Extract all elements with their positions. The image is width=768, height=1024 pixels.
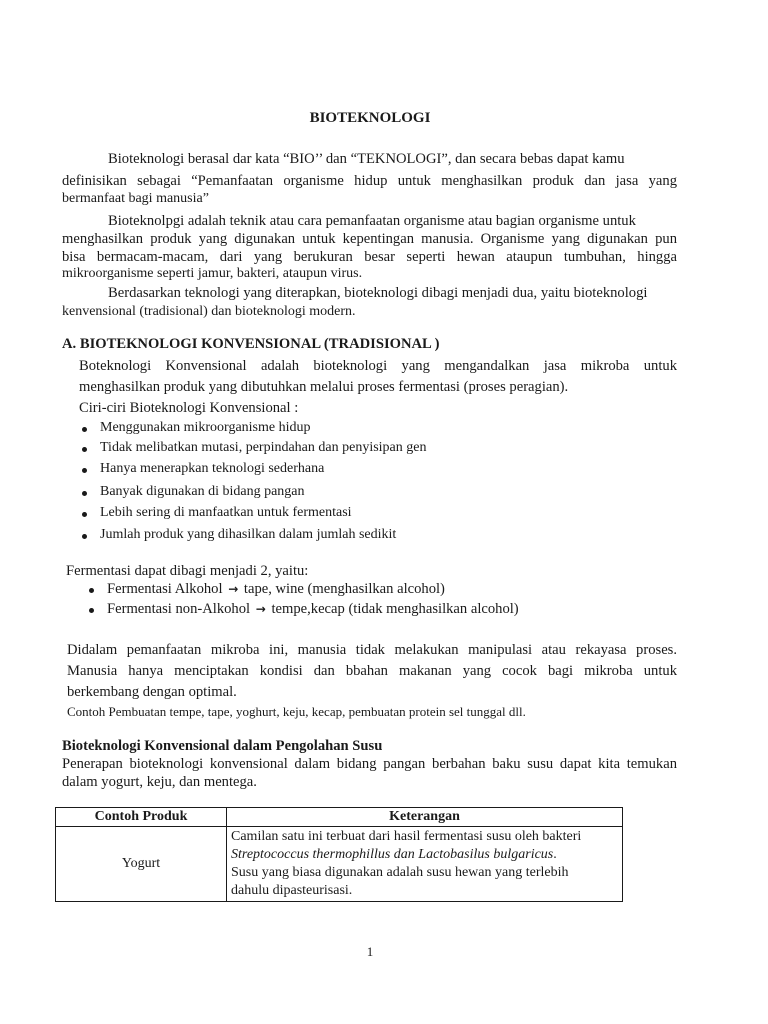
list-item-text: Menggunakan mikroorganisme hidup: [100, 420, 311, 435]
intro-p1-line2: definisikan sebagai “Pemanfaatan organisme hidup untuk menghasilkan produk dan jasa yang: [62, 173, 677, 189]
product-table: [55, 807, 623, 902]
description-period: .: [553, 847, 557, 862]
fermentasi-name: Fermentasi Alkohol: [107, 581, 223, 597]
manipulasi-line2: Manusia hanya menciptakan kondisi dan bbahan makanan yang cocok bagi mikroba untuk: [67, 663, 677, 679]
page-title: BIOTEKNOLOGI: [309, 110, 431, 126]
fermentasi-name: Fermentasi non-Alkohol: [107, 601, 251, 617]
section-a-definition-line1: Boteknologi Konvensional adalah bioteknologi yang mengandalkan jasa mikroba untuk: [79, 358, 677, 374]
list-item-text: Hanya menerapkan teknologi sederhana: [100, 461, 325, 476]
page-number: 1: [366, 944, 374, 959]
list-item-text: Lebih sering di manfaatkan untuk fermentasi: [100, 505, 352, 520]
description-line: dahulu dipasteurisasi.: [231, 883, 353, 898]
table-row: [56, 827, 623, 902]
intro-p2-line3: bisa bermacam-macam, dari yang berukuran besar seperti hewan ataupun tumbuhan, hingga: [62, 249, 677, 265]
fermentasi-label: Fermentasi dapat dibagi menjadi 2, yaitu:: [66, 563, 309, 579]
section-a-definition-line2: menghasilkan produk yang dibutuhkan melalui proses fermentasi (proses peragian).: [79, 379, 569, 395]
section-a-heading: A. BIOTEKNOLOGI KONVENSIONAL (TRADISIONAL ): [62, 336, 440, 352]
bullet-icon: [89, 588, 94, 593]
intro-p3-line1: Berdasarkan teknologi yang diterapkan, bioteknologi dibagi menjadi dua, yaitu bioteknologi: [108, 285, 648, 301]
bullet-icon: [89, 608, 94, 613]
bullet-icon: [82, 468, 87, 473]
intro-p1-line1: Bioteknologi berasal dar kata “BIO’’ dan “TEKNOLOGI”, dan secara bebas dapat kamu: [108, 151, 625, 167]
intro-p2-line4: mikroorganisme seperti jamur, bakteri, ataupun virus.: [62, 266, 363, 281]
bullet-icon: [82, 427, 87, 432]
product-cell: Yogurt: [56, 827, 227, 902]
list-item-text: Banyak digunakan di bidang pangan: [100, 484, 305, 499]
bacteria-names: Streptococcus thermophillus dan Lactobasilus bulgaricus: [231, 847, 554, 862]
intro-p1-line3: bermanfaat bagi manusia”: [62, 191, 209, 206]
intro-p2-line1: Bioteknolpgi adalah teknik atau cara pemanfaatan organisme atau bagian organisme untuk: [108, 213, 636, 229]
description-line: Camilan satu ini terbuat dari hasil fermentasi susu oleh bakteri: [231, 829, 582, 844]
manipulasi-line1: Didalam pemanfaatan mikroba ini, manusia tidak melakukan manipulasi atau rekayasa proses.: [67, 642, 677, 658]
intro-p3-line2: kenvensional (tradisional) dan bioteknologi modern.: [62, 304, 356, 319]
description-cell: [227, 827, 623, 902]
manipulasi-line3: berkembang dengan optimal.: [67, 684, 237, 700]
susu-line2: dalam yogurt, keju, dan mentega.: [62, 774, 257, 790]
table-header-row: [56, 808, 623, 827]
description-line: [231, 846, 618, 864]
ciri-label: Ciri-ciri Bioteknologi Konvensional :: [79, 400, 299, 416]
column-header-description: Keterangan: [227, 808, 623, 827]
bullet-icon: [82, 447, 87, 452]
description-line: Susu yang biasa digunakan adalah susu hewan yang terlebih: [231, 865, 569, 880]
bullet-icon: [82, 491, 87, 496]
contoh-text: Contoh Pembuatan tempe, tape, yoghurt, keju, kecap, pembuatan protein sel tunggal dll.: [67, 704, 526, 719]
susu-line1: Penerapan bioteknologi konvensional dalam bidang pangan berbahan baku susu dapat kita temukan: [62, 756, 677, 772]
susu-heading: Bioteknologi Konvensional dalam Pengolahan Susu: [62, 738, 383, 754]
fermentasi-desc: tape, wine (menghasilkan alcohol): [243, 581, 445, 597]
bullet-icon: [82, 534, 87, 539]
bullet-icon: [82, 512, 87, 517]
intro-p2-line2: menghasilkan produk yang digunakan untuk kepentingan manusia. Organisme yang digunakan pun: [62, 231, 677, 247]
arrow-right-icon: →: [255, 602, 266, 616]
arrow-right-icon: →: [228, 582, 239, 596]
list-item-text: Tidak melibatkan mutasi, perpindahan dan penyisipan gen: [100, 440, 427, 455]
fermentasi-desc: tempe,kecap (tidak menghasilkan alcohol): [271, 601, 519, 617]
column-header-product: Contoh Produk: [56, 808, 227, 827]
list-item-text: Jumlah produk yang dihasilkan dalam jumlah sedikit: [100, 527, 397, 542]
